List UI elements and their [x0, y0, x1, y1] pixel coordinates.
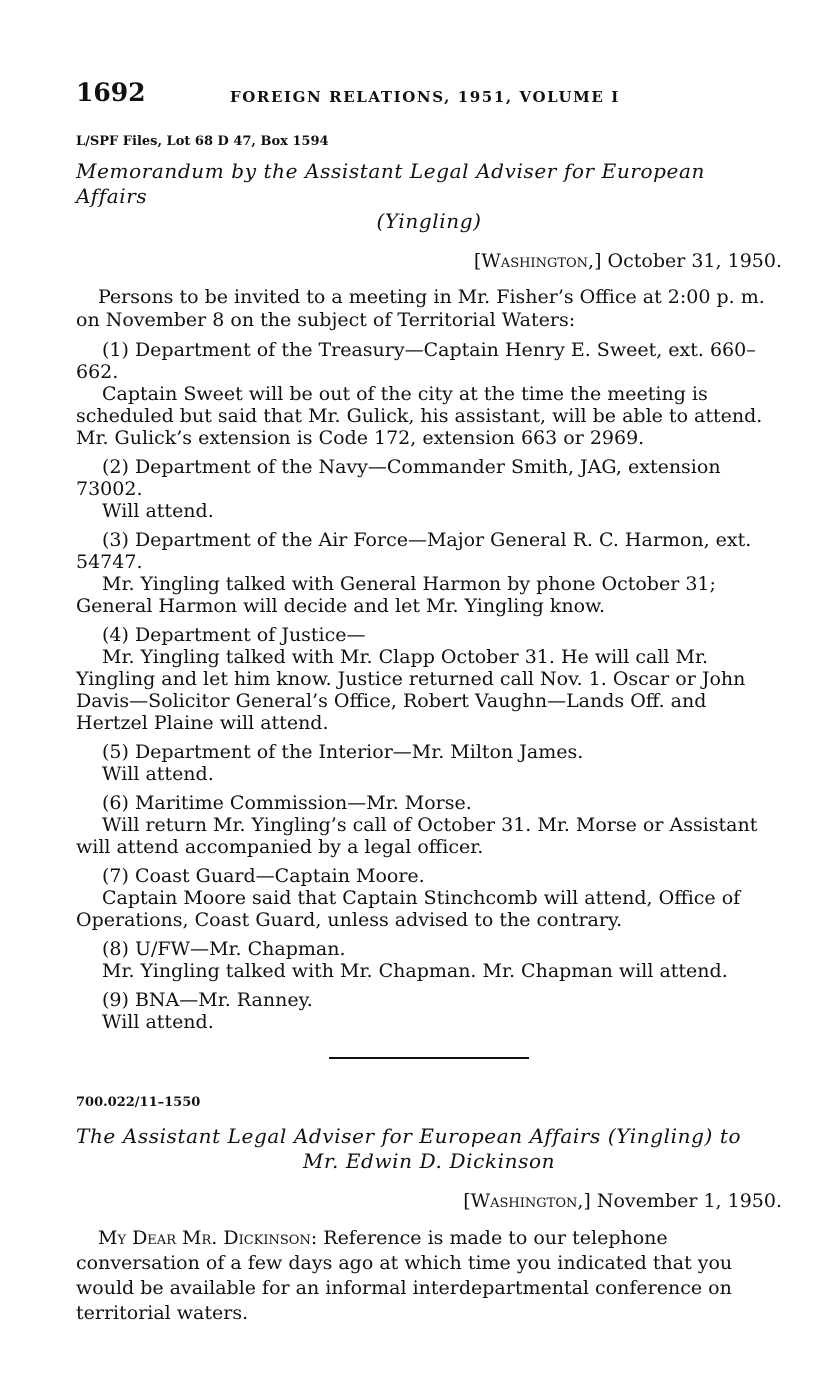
letter-dateline-place: [Washington,] — [463, 1190, 591, 1212]
invitee-heading: (3) Department of the Air Force—Major General R. C. Harmon, ext. 54747. — [76, 529, 752, 573]
memo-dateline-date: October 31, 1950. — [601, 250, 782, 272]
invitee-list — [76, 339, 782, 1033]
invitee-item — [76, 456, 782, 522]
invitee-item — [76, 624, 782, 734]
memo-lead-paragraph: Persons to be invited to a meeting in Mr. Fisher’s Office at 2:00 p. m. on November 8 on the subject of Territorial Waters: — [76, 286, 765, 331]
page-number: 1692 — [76, 78, 146, 107]
invitee-note: Captain Sweet will be out of the city at the time the meeting is scheduled but said that Mr. Gulick, his assistant, will be able to attend. Mr. Gulick’s extension is Code 172, extension 663 or 2969. — [76, 383, 763, 449]
running-title: FOREIGN RELATIONS, 1951, VOLUME I — [230, 88, 620, 106]
invitee-item — [76, 529, 782, 617]
invitee-item — [76, 938, 782, 982]
letter-body-text: Reference is made to our telephone conversation of a few days ago at which time you indicated that you would be available for an informal interdepartmental conference on territorial waters. — [76, 1227, 733, 1324]
invitee-note: Will attend. — [102, 763, 214, 785]
letter-salutation: My Dear Mr. Dickinson: — [98, 1227, 318, 1249]
invitee-note: Will attend. — [102, 1011, 214, 1033]
invitee-note: Will return Mr. Yingling’s call of October 31. Mr. Morse or Assistant will attend accompanied by a legal officer. — [76, 814, 758, 858]
memo-title — [76, 159, 782, 234]
memo-file-reference: L/SPF Files, Lot 68 D 47, Box 1594 — [76, 134, 329, 149]
invitee-note: Captain Moore said that Captain Stinchcomb will attend, Office of Operations, Coast Guard, unless advised to the contrary. — [76, 887, 741, 931]
section-divider — [329, 1057, 529, 1059]
memo-title-line-1: Memorandum by the Assistant Legal Adviser for European Affairs — [76, 159, 705, 208]
invitee-heading: (6) Maritime Commission—Mr. Morse. — [102, 792, 472, 814]
invitee-item — [76, 865, 782, 931]
invitee-heading: (7) Coast Guard—Captain Moore. — [102, 865, 425, 887]
invitee-item — [76, 339, 782, 449]
letter-title-line-2: Mr. Edwin D. Dickinson — [302, 1149, 556, 1173]
invitee-heading: (9) BNA—Mr. Ranney. — [102, 989, 313, 1011]
letter-file-reference: 700.022/11–1550 — [76, 1095, 201, 1110]
document-page — [76, 76, 782, 1326]
letter-title-line-1: The Assistant Legal Adviser for European Affairs (Yingling) to — [76, 1124, 742, 1148]
invitee-note: Mr. Yingling talked with General Harmon by phone October 31; General Harmon will decide and let Mr. Yingling know. — [76, 573, 716, 617]
memo-title-line-2: (Yingling) — [376, 209, 482, 233]
letter-body — [76, 1226, 782, 1326]
invitee-heading: (8) U/FW—Mr. Chapman. — [102, 938, 346, 960]
invitee-item — [76, 741, 782, 785]
letter-dateline-date: November 1, 1950. — [590, 1190, 782, 1212]
invitee-heading: (2) Department of the Navy—Commander Smith, JAG, extension 73002. — [76, 456, 721, 500]
letter-title — [76, 1124, 782, 1174]
memo-dateline-place: [Washington,] — [473, 250, 602, 272]
invitee-note: Will attend. — [102, 500, 214, 522]
letter-dateline — [76, 1190, 782, 1212]
running-head — [76, 76, 782, 116]
invitee-heading: (5) Department of the Interior—Mr. Milton James. — [102, 741, 584, 763]
invitee-heading: (4) Department of Justice— — [102, 624, 366, 646]
invitee-item — [76, 792, 782, 858]
invitee-heading: (1) Department of the Treasury—Captain Henry E. Sweet, ext. 660–662. — [76, 339, 756, 383]
invitee-item — [76, 989, 782, 1033]
invitee-note: Mr. Yingling talked with Mr. Clapp October 31. He will call Mr. Yingling and let him know. Justice returned call Nov. 1. Oscar or John Davis—Solicitor General’s Office, Robert Vaughn—Lands Off. and Hertzel Plaine will attend. — [76, 646, 746, 734]
invitee-note: Mr. Yingling talked with Mr. Chapman. Mr. Chapman will attend. — [102, 960, 728, 982]
memo-dateline — [76, 250, 782, 272]
